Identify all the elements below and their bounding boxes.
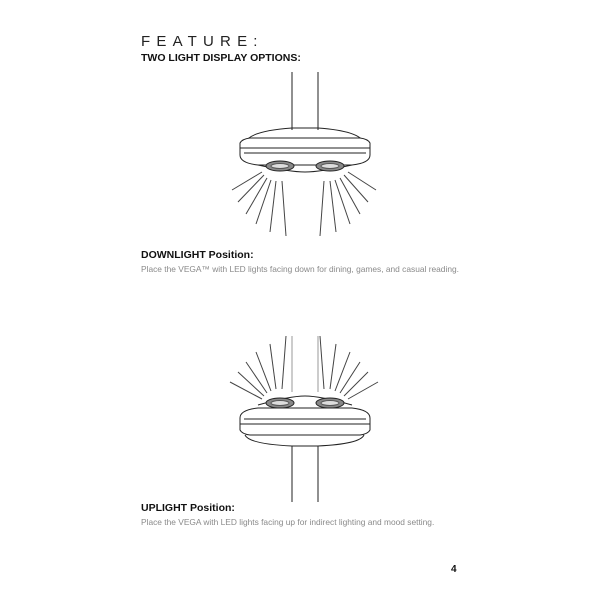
section-subtitle: TWO LIGHT DISPLAY OPTIONS: (141, 52, 301, 64)
uplight-description: Place the VEGA with LED lights facing up for indirect lighting and mood setting. (141, 517, 435, 527)
page-number: 4 (451, 564, 457, 575)
feature-heading: FEATURE: (141, 33, 264, 50)
downlight-title: DOWNLIGHT Position: (141, 249, 254, 261)
downlight-description: Place the VEGA™ with LED lights facing down for dining, games, and casual reading. (141, 264, 459, 274)
uplight-title: UPLIGHT Position: (141, 502, 235, 514)
